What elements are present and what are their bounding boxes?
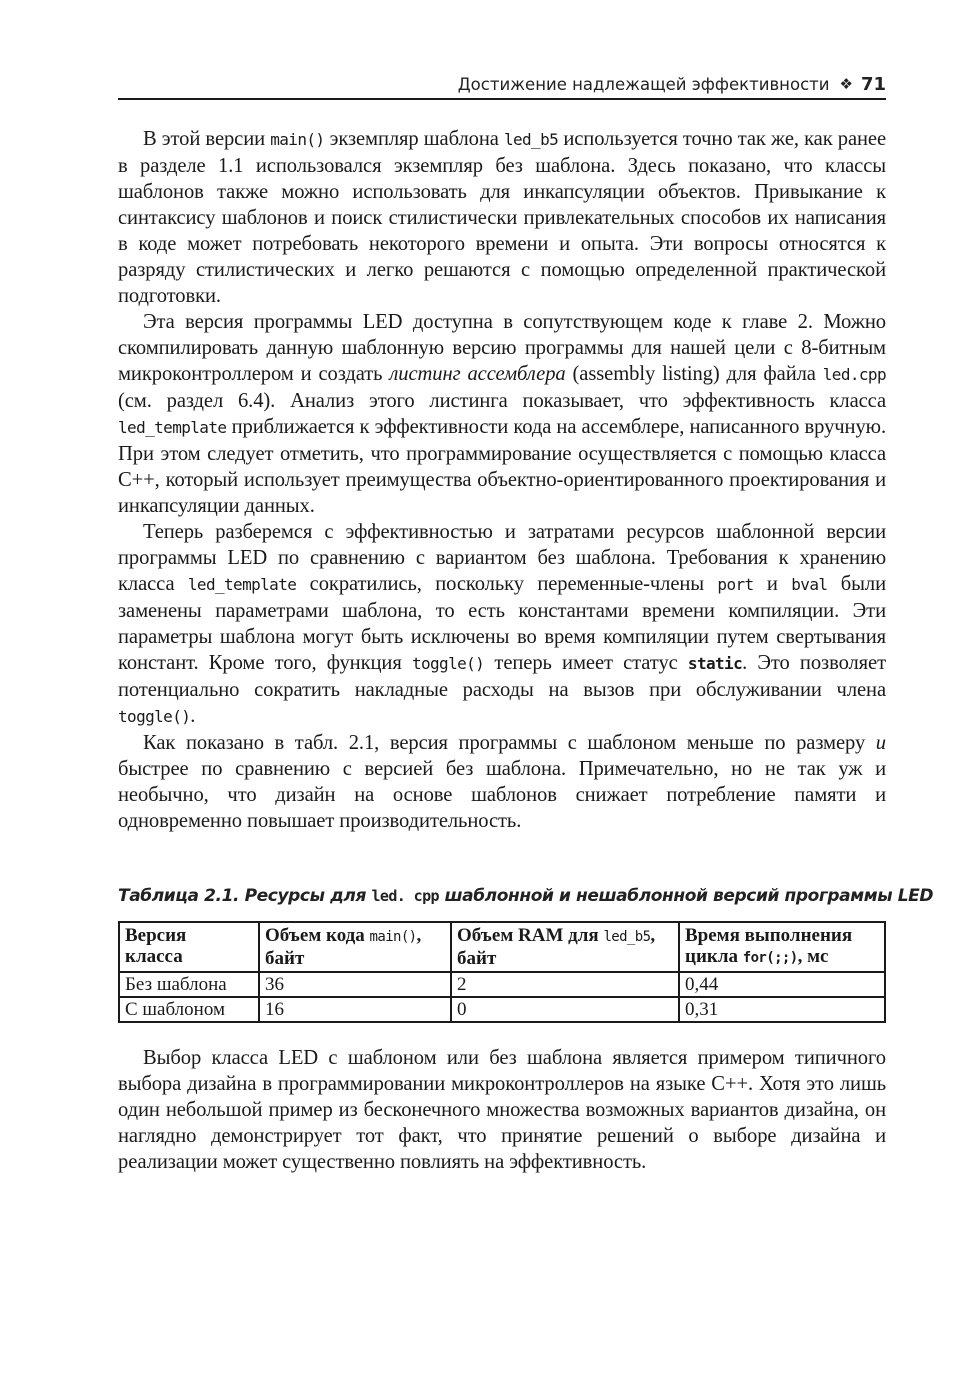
- text-run: используется точно так же, как ранее в разделе 1.1 использовался экземпляр без шаблона. Здесь показано, что классы шаблонов также можно использовать для инкапсуляции объектов. Привыкание к синтаксису шаблонов и поиск стилистически привлекательных способов их написания в коде может потребовать некоторого времени и опыта. Эти вопросы относятся к разряду стилистических и легко решаются с помощью определенной практической подготовки.: [118, 128, 886, 307]
- paragraph-1: [118, 126, 886, 309]
- emphasis-assembler-listing: листинг ассемблера: [389, 363, 566, 385]
- text-run: В этой версии: [143, 128, 271, 150]
- header-ram-size: [451, 922, 679, 972]
- table-caption: [118, 886, 934, 906]
- cell-code-size: 36: [259, 972, 451, 997]
- text-run: (assembly listing) для файла: [565, 363, 823, 385]
- table-row: [119, 997, 885, 1022]
- text-run: Версия: [125, 925, 187, 946]
- text-run: .: [190, 705, 196, 727]
- code-led-b5: led_b5: [603, 929, 651, 945]
- running-header-title: Достижение надлежащей эффективности: [457, 74, 830, 94]
- table-header-row: [119, 922, 885, 972]
- code-led-b5: led_b5: [503, 130, 559, 149]
- paragraph-4: [118, 730, 886, 834]
- text-run: байт: [265, 948, 305, 969]
- cell-loop-time: 0,44: [679, 972, 885, 997]
- running-header: [118, 70, 886, 100]
- emphasis-and: и: [875, 732, 886, 754]
- cell-ram-size: 2: [451, 972, 679, 997]
- text-run: (см. раздел 6.4). Анализ этого листинга показывает, что эффективность класса: [118, 390, 886, 412]
- code-led-template: led_template: [187, 575, 297, 594]
- cell-version: С шаблоном: [119, 997, 259, 1022]
- code-led-cpp: led.cpp: [822, 365, 886, 384]
- header-loop-time: [679, 922, 885, 972]
- diamond-ornament-icon: ❖: [839, 75, 853, 93]
- text-run: и: [753, 573, 792, 595]
- code-static: static: [687, 654, 743, 673]
- text-run: цикла: [685, 946, 743, 967]
- text-run: сократились, поскольку переменные-члены: [296, 573, 718, 595]
- text-run: были заменены параметрами шаблона, то есть константами времени компиляции. Эти параметры шаблона могут быть исключены во время компиляции путем свертывания констант. Кроме того, функция: [118, 573, 886, 674]
- text-run: Выбор класса LED с шаблоном или без шаблона является примером типичного выбора дизайна в программировании микроконтроллеров на языке C++. Хотя это лишь один небольшой пример из бесконечного множества возможных вариантов дизайна, он наглядно демонстрирует тот факт, что принятие решений о выборе дизайна и реализации может существенно повлиять на эффективность.: [118, 1047, 886, 1173]
- text-run: экземпляр шаблона: [324, 128, 504, 150]
- text-run: . Это позволяет потенциально сократить накладные расходы на вызов при обслуживании члена: [118, 652, 886, 701]
- cell-code-size: 16: [259, 997, 451, 1022]
- cell-loop-time: 0,31: [679, 997, 885, 1022]
- code-main: main(): [369, 929, 417, 945]
- text-run: Объем RAM для: [457, 925, 604, 946]
- page-number: 71: [860, 73, 886, 95]
- resources-table: [118, 921, 886, 1023]
- text-run: ,: [416, 925, 422, 946]
- text-run: шаблонной и нешаблонной версий программы LED: [438, 886, 934, 906]
- code-port: port: [717, 575, 754, 594]
- text-run: Время выполнения: [685, 925, 853, 946]
- text-run: Теперь разберемся с эффективностью и затратами ресурсов шаблонной версии программы LED по сравнению с вариантом без шаблона. Требования к хранению класса: [118, 521, 886, 595]
- code-bval: bval: [791, 575, 828, 594]
- table-caption-label: Таблица 2.1.: [118, 886, 240, 906]
- paragraph-2: [118, 309, 886, 519]
- header-class-version: [119, 922, 259, 972]
- text-run: приближается к эффективности кода на ассемблере, написанного вручную. При этом следует отметить, что программирование осуществляется с помощью класса C++, который использует преимущества объектно-ориентированного проектирования и инкапсуляции данных.: [118, 416, 886, 517]
- code-toggle: toggle(): [118, 707, 191, 726]
- text-run: ,: [650, 925, 656, 946]
- text-run: Ресурсы для: [239, 886, 372, 906]
- text-run: , мс: [797, 946, 829, 967]
- code-led-template: led_template: [118, 418, 227, 437]
- text-run: Эта версия программы LED доступна в сопутствующем коде к главе 2. Можно скомпилировать данную шаблонную версию программы для нашей цели с 8-битным микроконтроллером и создать: [118, 311, 886, 385]
- cell-ram-size: 0: [451, 997, 679, 1022]
- text-run: теперь имеет статус: [484, 652, 688, 674]
- header-code-size: [259, 922, 451, 972]
- code-for-loop: for(;;): [742, 950, 798, 966]
- text-run: быстрее по сравнению с версией без шаблона. Примечательно, но не так уж и необычно, что дизайн на основе шаблонов снижает потребление памяти и одновременно повышает производительность.: [118, 758, 886, 832]
- text-run: Как показано в табл. 2.1, версия программы с шаблоном меньше по размеру: [143, 732, 876, 754]
- table-row: [119, 972, 885, 997]
- paragraph-3: [118, 519, 886, 730]
- paragraph-5: [118, 1045, 886, 1175]
- body-text-bottom: [118, 1045, 886, 1175]
- code-led-cpp: led. cpp: [371, 887, 439, 905]
- cell-version: Без шаблона: [119, 972, 259, 997]
- text-run: байт: [457, 948, 497, 969]
- code-main: main(): [270, 130, 325, 149]
- text-run: класса: [125, 946, 183, 967]
- text-run: Объем кода: [265, 925, 370, 946]
- code-toggle: toggle(): [411, 654, 485, 673]
- body-text-top: [118, 126, 886, 834]
